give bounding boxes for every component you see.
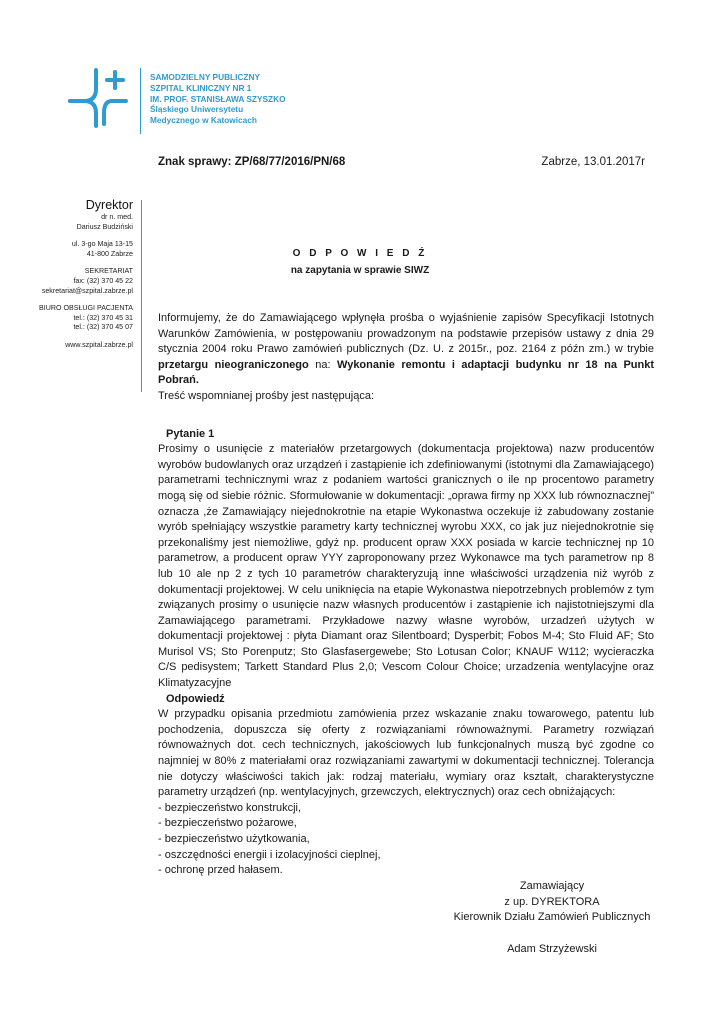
signature-line: z up. DYREKTORA: [504, 895, 600, 908]
director-degree: dr n. med.: [101, 213, 133, 221]
list-item: - bezpieczeństwo użytkowania,: [158, 833, 310, 845]
sidebar-contact: [39, 198, 133, 351]
letter-date: Zabrze, 13.01.2017r: [541, 156, 645, 168]
sidebar-divider: [141, 200, 142, 392]
answer-label: Odpowiedź: [166, 692, 225, 705]
org-line: SAMODZIELNY PUBLICZNY: [150, 72, 261, 82]
case-reference: Znak sprawy: ZP/68/77/2016/PN/68: [158, 156, 346, 168]
question-text: Prosimy o usunięcie z materiałów przetargowych (dokumentacja projektowa) nazw producentów wyrobów budowlanych oraz urządzeń i zastąpienie ich zdefiniowanymi (istotnymi dla Zamawiającego) parametrami technicznymi wraz z podaniem wartości granicznych o ile np procentowo parametry mogą się od siebie różnic. Sformułowanie w dokumentacji: „oprawa firmy np XXX lub równoznacznej” oznacza ,że Zamawiający niejednokrotnie na etapie Wykonastwa oczekuje iż zabudowany zostanie wyrób spełniający wszystkie parametry karty technicznej wyrobu XXX, co jak juz niejednokrotnie się przekonaliśmy jest niemożliwe, gdyż np. producent opraw XXX posiada w karcie technicznej np 10 parametrow, a producent opraw YYY zaproponowany przez Wykonawce ma tych parametrow np 8 lub 10 ale np 2 z tych 10 parametrów charakteryzują inne właściwości urządzenia niż wyrób z dokumentacji projektowej. W celu uniknięcia na etapie Wykonastwa niepotrzebnych problemów z tym związanych prosimy o usunięcie nazw własnych producentów i zastąpienie ich najistotniejszymi dla Zamawiającego parametrami. Przykładowe nazwy własne wyrobów, urzadzeń użytych w dokumentacji projektowej : płyta Diamant oraz Silentboard; Dysperbit; Fobos M-4; Sto Fluid AF; Sto Murisol VS; Sto Porenputz; Sto Glasfasergewebe; Sto Lotusan Color; KNAUF W112; wycieraczka C/S pedisystem; Tarkett Standard Plus 2,0; Vescom Colour Choice; urzadzenia wentylacyjne oraz Klimatyzacyjne: [158, 443, 654, 690]
director-name: Dariusz Budziński: [76, 222, 133, 231]
answer-text: W przypadku opisania przedmiotu zamówienia przez wskazanie znaku towarowego, patentu lub pochodzenia, dopuszcza się oferty z rozwiązaniami równoważnymi. Parametry rozwiązań równoważnych dot. cech technicznych, jakościowych lub funkcjonalnych muszą być zgodne co najmniej w 80% z materiałami oraz rozwiązaniami zawartymi w dokumentacji technicznej. Tolerancja nie dotyczy właściwości takich jak: rodzaj materiału, wymiary oraz kształt, charakterystyczne parametry urządzeń (np. wentylacyjnych, grzewczych, elektrycznych) oraz cech obniżających:: [158, 708, 654, 799]
secretariat-label: SEKRETARIAT: [84, 267, 133, 276]
signature-line: Zamawiający: [519, 880, 585, 892]
letter-body: [158, 311, 654, 879]
hospital-logo-icon: [66, 68, 128, 128]
intro-text: Informujemy, że do Zamawiającego wpłynęła prośba o wyjaśnienie zapisów Specyfikacji Istotnych Warunków Zamówienia, w postępowaniu prowadzonym na podstawie przepisów ustawy z dnia 29 stycznia 2004 roku Prawo zamówień publicznych (Dz. U. z 2015r., poz. 2164 z późn zm.) w trybie: [158, 312, 654, 356]
signature-position: Kierownik Działu Zamówień Publicznych: [453, 911, 651, 924]
answer-list: [158, 801, 654, 879]
intro-closing: Treść wspomnianej prośby jest następująca:: [158, 389, 375, 402]
letter-title: O D P O W I E D Ź: [292, 248, 428, 259]
org-line: Medycznego w Katowicach: [150, 115, 257, 126]
secretariat-fax: fax: (32) 370 45 22: [73, 276, 133, 285]
intro-connector: na:: [308, 358, 338, 371]
question-label: Pytanie 1: [166, 427, 215, 440]
address-street: ul. 3-go Maja 13-15: [71, 240, 133, 249]
intro-paragraph: [158, 311, 654, 389]
signature-block: [452, 879, 652, 957]
letter-subtitle: na zapytania w sprawie SIWZ: [290, 265, 430, 276]
hospital-name: [150, 72, 286, 126]
list-item: - ochronę przed hałasem.: [158, 864, 283, 877]
org-line: SZPITAL KLINICZNY NR 1: [150, 82, 252, 93]
org-line: Śląskiego Uniwersytetu: [150, 104, 244, 115]
intro-procedure: przetargu nieograniczonego: [158, 358, 309, 371]
secretariat-email: sekretariat@szpital.zabrze.pl: [41, 286, 133, 295]
list-item: - bezpieczeństwo konstrukcji,: [158, 801, 302, 814]
list-item: - oszczędności energii i izolacyjności cieplnej,: [158, 848, 381, 861]
website-link[interactable]: www.szpital.zabrze.pl: [65, 340, 133, 349]
address-city: 41-800 Zabrze: [86, 249, 133, 258]
patient-phone: tel.: (32) 370 45 07: [73, 323, 133, 332]
patient-office-label: BIURO OBSŁUGI PACJENTA: [39, 304, 133, 313]
signatory-name: Adam Strzyżewski: [507, 942, 597, 955]
list-item: - bezpieczeństwo pożarowe,: [158, 817, 297, 830]
org-line: IM. PROF. STANISŁAWA SZYSZKO: [150, 93, 286, 104]
director-title: Dyrektor: [85, 198, 133, 212]
intro-subject: Wykonanie remontu i adaptacji budynku nr 18 na Punkt Pobrań.: [158, 358, 654, 387]
logo-divider: [140, 68, 141, 134]
patient-phone: tel.: (32) 370 45 31: [73, 313, 133, 322]
